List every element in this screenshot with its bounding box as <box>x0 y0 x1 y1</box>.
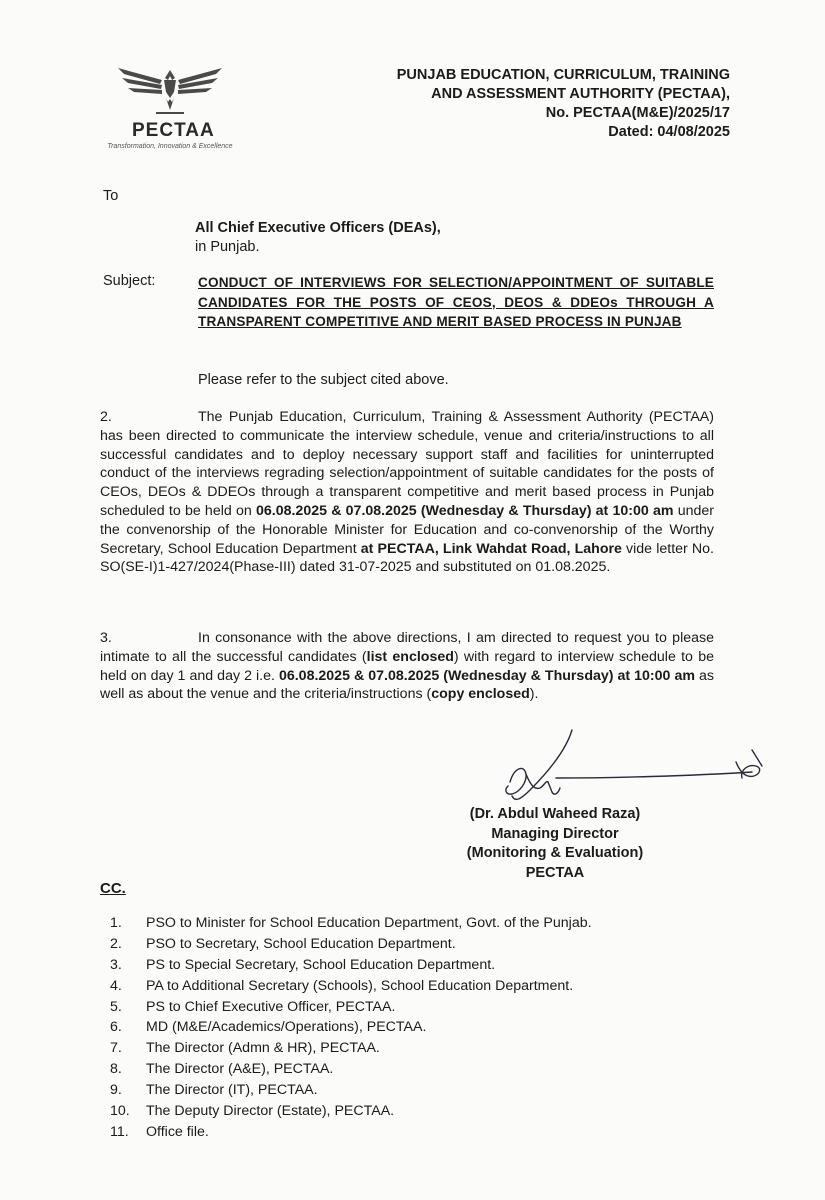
cc-list <box>110 913 592 1143</box>
list-item: 5. PS to Chief Executive Officer, PECTAA. <box>110 998 396 1015</box>
paragraph-text: vide letter No. SO(SE-I)1-427/2024(Phase-III) dated 31-07-2025 and substituted on 01.08.2025. <box>100 540 714 576</box>
paragraph-text: under the convenorship of the Honorable Minister for Education and co-convenorship of the Worthy Secretary, School Education Department <box>100 502 715 557</box>
paragraph-number: 2. <box>100 409 112 425</box>
copy-enclosed: copy enclosed <box>431 686 530 703</box>
letter-date: Dated: 04/08/2025 <box>608 124 730 140</box>
reference-line: Please refer to the subject cited above. <box>198 372 449 388</box>
subject-text: CONDUCT OF INTERVIEWS FOR SELECTION/APPOINTMENT OF SUITABLE CANDIDATES FOR THE POSTS OF CEOS, DEOS & DDEOs THROUGH A TRANSPARENT COMPETITIVE AND MERIT BASED PROCESS IN PUNJAB <box>198 275 714 329</box>
signatory-designation: Managing Director <box>491 825 619 842</box>
paragraph-number: 3. <box>100 630 112 646</box>
interview-dates: 06.08.2025 & 07.08.2025 (Wednesday & Thursday) at 10:00 am <box>278 667 695 684</box>
logo-wordmark: PECTAA <box>132 120 215 141</box>
list-item: 3. PS to Special Secretary, School Education Department. <box>110 956 496 973</box>
pectaa-logo <box>80 58 260 153</box>
signatory-org: PECTAA <box>525 864 585 881</box>
interview-venue: at PECTAA, Link Wahdat Road, Lahore <box>360 540 622 557</box>
paragraph-text: as well as about the venue and the criteria/instructions ( <box>100 667 714 703</box>
signatory-wing: (Monitoring & Evaluation) <box>466 845 644 861</box>
logo-tagline: Transformation, Innovation & Excellence <box>107 143 233 150</box>
recipient-line1: All Chief Executive Officers (DEAs), <box>195 220 441 236</box>
list-item: 9. The Director (IT), PECTAA. <box>110 1082 318 1099</box>
list-item: 4. PA to Additional Secretary (Schools), School Education Department. <box>110 977 574 994</box>
list-item: 2. PSO to Secretary, School Education Department. <box>110 935 456 952</box>
paragraph-text: ). <box>529 686 539 703</box>
to-label: To <box>103 188 119 204</box>
recipient-line2: in Punjab. <box>195 239 260 255</box>
letterhead <box>300 66 730 142</box>
paragraph-text: ) with regard to interview schedule to be held on day 1 and day 2 i.e. <box>100 648 714 684</box>
eagle-emblem-icon <box>110 58 230 120</box>
recipient <box>195 219 441 257</box>
subject-label: Subject: <box>103 273 156 289</box>
paragraph-3 <box>100 629 714 704</box>
paragraph-text: The Punjab Education, Curriculum, Training & Assessment Authority (PECTAA) has been directed to communicate the interview schedule, venue and criteria/instructions to all successful candidates and to deploy necessary support staff and facilities for uninterrupted conduct of the interviews regrading selection/appointment of suitable candidates for the posts of CEOs, DEOs & DDEOs through a transparent competitive and merit based process in Punjab scheduled to be held on <box>100 409 714 519</box>
list-item: 1. PSO to Minister for School Education Department, Govt. of the Punjab. <box>110 915 592 931</box>
paragraph-2 <box>100 408 714 577</box>
list-item: 7. The Director (Admn & HR), PECTAA. <box>110 1040 380 1057</box>
reference-number: No. PECTAA(M&E)/2025/17 <box>545 105 730 121</box>
list-item: 10. The Deputy Director (Estate), PECTAA. <box>110 1103 395 1120</box>
list-enclosed: list enclosed <box>366 648 454 665</box>
list-item: 8. The Director (A&E), PECTAA. <box>110 1061 334 1078</box>
paragraph-text: In consonance with the above directions, I am directed to request you to please intimate to all the successful candidates ( <box>100 630 714 665</box>
interview-dates: 06.08.2025 & 07.08.2025 (Wednesday & Thursday) at 10:00 am <box>255 502 674 519</box>
org-name-line1: PUNJAB EDUCATION, CURRICULUM, TRAINING <box>396 67 730 83</box>
org-name-line2: AND ASSESSMENT AUTHORITY (PECTAA), <box>431 86 730 102</box>
list-item: 11. Office file. <box>110 1123 209 1140</box>
signatory-block <box>440 805 670 883</box>
cc-label: CC. <box>100 880 126 897</box>
signatory-name: (Dr. Abdul Waheed Raza) <box>469 806 641 822</box>
list-item: 6. MD (M&E/Academics/Operations), PECTAA. <box>110 1019 427 1036</box>
